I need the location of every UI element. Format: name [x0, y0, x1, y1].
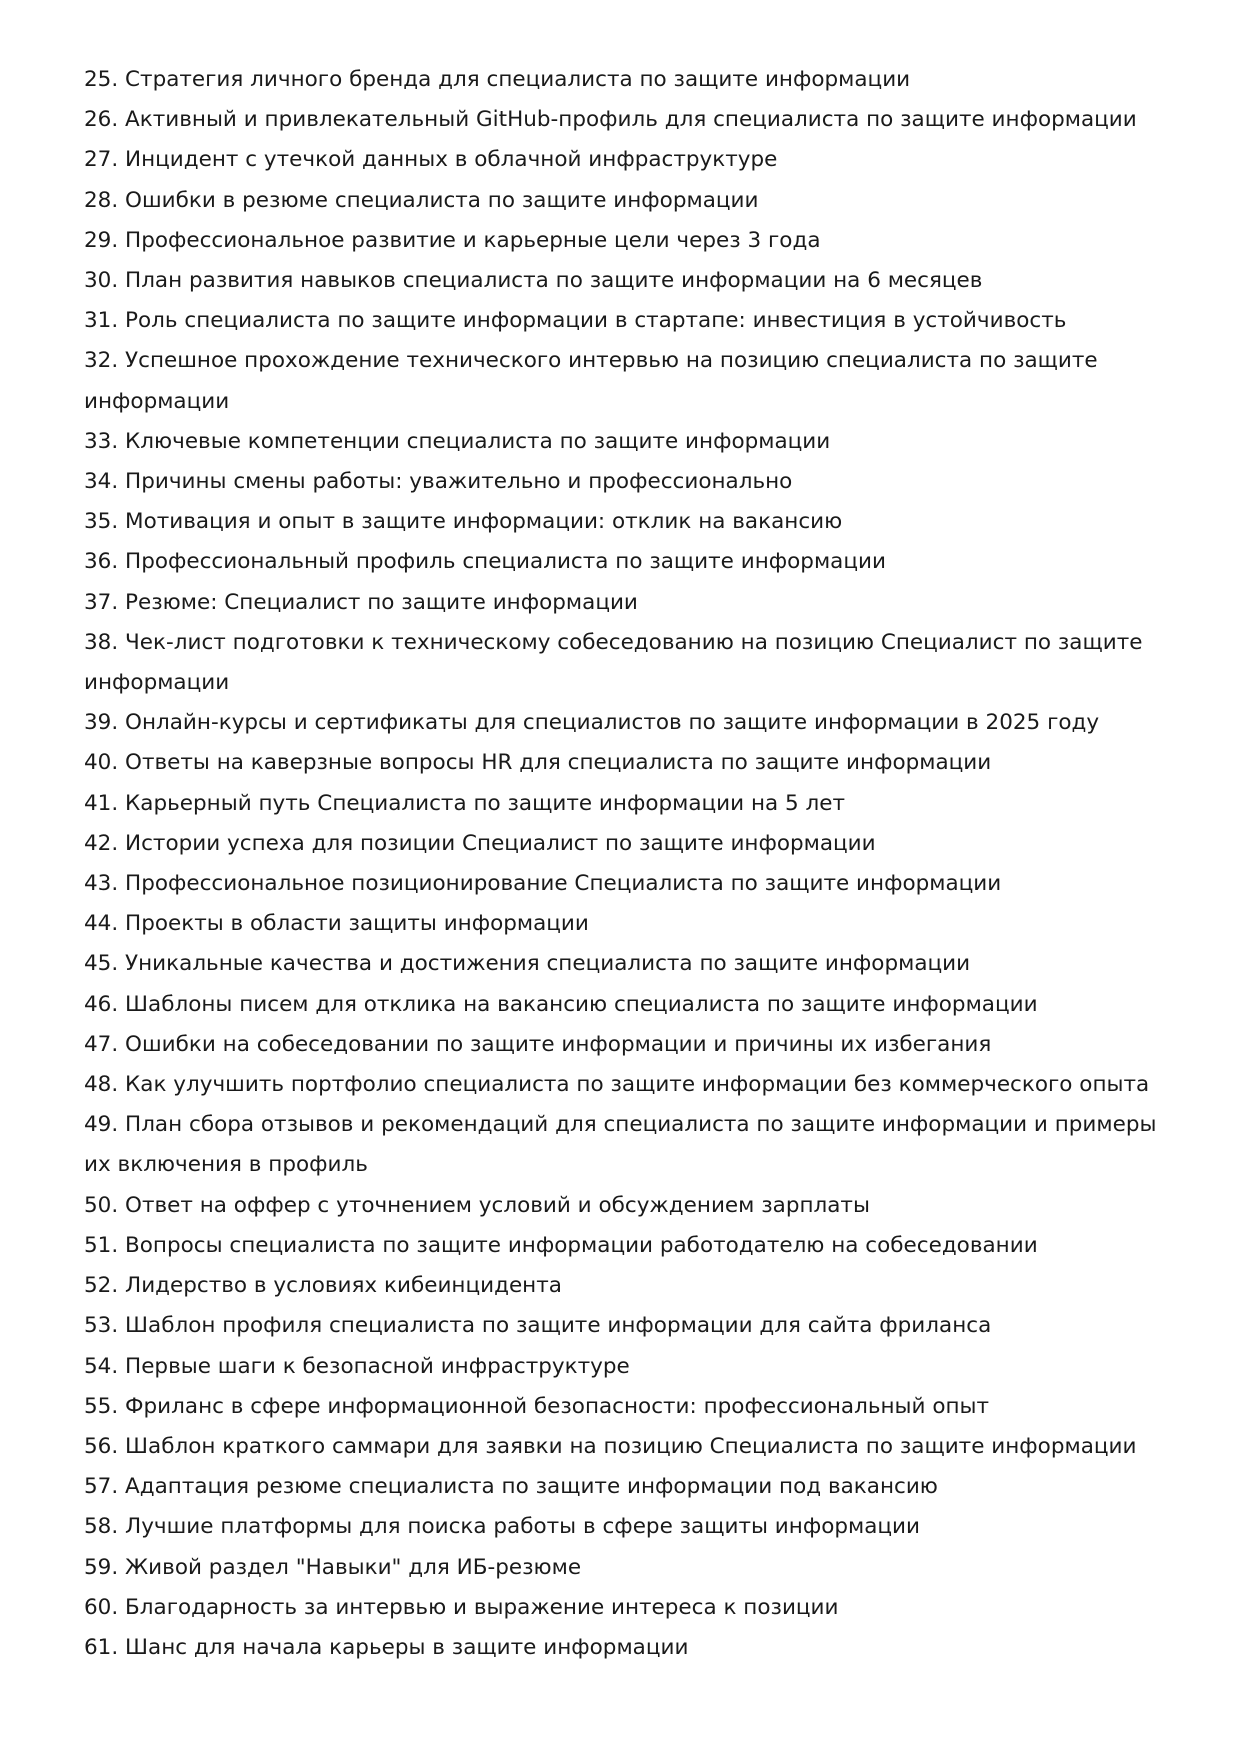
toc-item-56: 56. Шаблон краткого саммари для заявки на позицию Специалиста по защите информации: [84, 1433, 1137, 1459]
toc-item-35: 35. Мотивация и опыт в защите информации: отклик на вакансию: [84, 509, 843, 535]
toc-item-45: 45. Уникальные качества и достижения специалиста по защите информации: [84, 951, 971, 977]
toc-item-59: 59. Живой раздел "Навыки" для ИБ-резюме: [84, 1554, 582, 1580]
document-page: [84, 60, 1164, 1668]
toc-item-47: 47. Ошибки на собеседовании по защите информации и причины их избегания: [84, 1031, 992, 1057]
toc-item-48: 48. Как улучшить портфолио специалиста по защите информации без коммерческого опыта: [84, 1072, 1150, 1098]
toc-item-44: 44. Проекты в области защиты информации: [84, 911, 589, 937]
toc-item-37: 37. Резюме: Специалист по защите информации: [84, 589, 638, 615]
toc-item-52: 52. Лидерство в условиях кибеинцидента: [84, 1273, 562, 1299]
toc-item-33: 33. Ключевые компетенции специалиста по защите информации: [84, 428, 831, 454]
toc-item-60: 60. Благодарность за интервью и выражение интереса к позиции: [84, 1594, 839, 1620]
toc-item-29: 29. Профессиональное развитие и карьерные цели через 3 года: [84, 227, 821, 253]
toc-item-53: 53. Шаблон профиля специалиста по защите информации для сайта фриланса: [84, 1313, 992, 1339]
toc-item-61: 61. Шанс для начала карьеры в защите информации: [84, 1634, 689, 1660]
toc-item-27: 27. Инцидент с утечкой данных в облачной инфраструктуре: [84, 147, 778, 173]
toc-item-28: 28. Ошибки в резюме специалиста по защите информации: [84, 187, 759, 213]
toc-item-51: 51. Вопросы специалиста по защите информации работодателю на собеседовании: [84, 1232, 1038, 1258]
toc-item-26: 26. Активный и привлекательный GitHub-профиль для специалиста по защите информации: [84, 107, 1137, 133]
toc-item-34: 34. Причины смены работы: уважительно и профессионально: [84, 469, 793, 495]
toc-item-55: 55. Фриланс в сфере информационной безопасности: профессиональный опыт: [84, 1393, 990, 1419]
toc-item-39: 39. Онлайн-курсы и сертификаты для специалистов по защите информации в 2025 году: [84, 710, 1100, 736]
toc-list: [84, 60, 1164, 1668]
toc-item-32: 32. Успешное прохождение технического интервью на позицию специалиста по защите информации: [84, 348, 1098, 414]
toc-item-38: 38. Чек-лист подготовки к техническому собеседованию на позицию Специалист по защите информации: [84, 629, 1143, 696]
toc-item-40: 40. Ответы на каверзные вопросы HR для специалиста по защите информации: [84, 750, 992, 776]
toc-item-25: 25. Стратегия личного бренда для специалиста по защите информации: [84, 67, 911, 92]
toc-item-58: 58. Лучшие платформы для поиска работы в сфере защиты информации: [84, 1514, 920, 1540]
toc-item-57: 57. Адаптация резюме специалиста по защите информации под вакансию: [84, 1474, 938, 1500]
toc-item-30: 30. План развития навыков специалиста по защите информации на 6 месяцев: [84, 268, 983, 294]
toc-item-42: 42. Истории успеха для позиции Специалист по защите информации: [84, 830, 876, 856]
toc-item-43: 43. Профессиональное позиционирование Специалиста по защите информации: [84, 871, 1002, 897]
toc-item-54: 54. Первые шаги к безопасной инфраструктуре: [84, 1353, 630, 1379]
toc-item-46: 46. Шаблоны писем для отклика на вакансию специалиста по защите информации: [84, 991, 1038, 1017]
toc-item-31: 31. Роль специалиста по защите информации в стартапе: инвестиция в устойчивость: [84, 308, 1067, 334]
toc-item-49: 49. План сбора отзывов и рекомендаций для специалиста по защите информации и примеры их включения в профиль: [84, 1112, 1157, 1178]
toc-item-41: 41. Карьерный путь Специалиста по защите информации на 5 лет: [84, 790, 846, 816]
toc-item-50: 50. Ответ на оффер с уточнением условий и обсуждением зарплаты: [84, 1192, 870, 1218]
toc-item-36: 36. Профессиональный профиль специалиста по защите информации: [84, 549, 886, 575]
